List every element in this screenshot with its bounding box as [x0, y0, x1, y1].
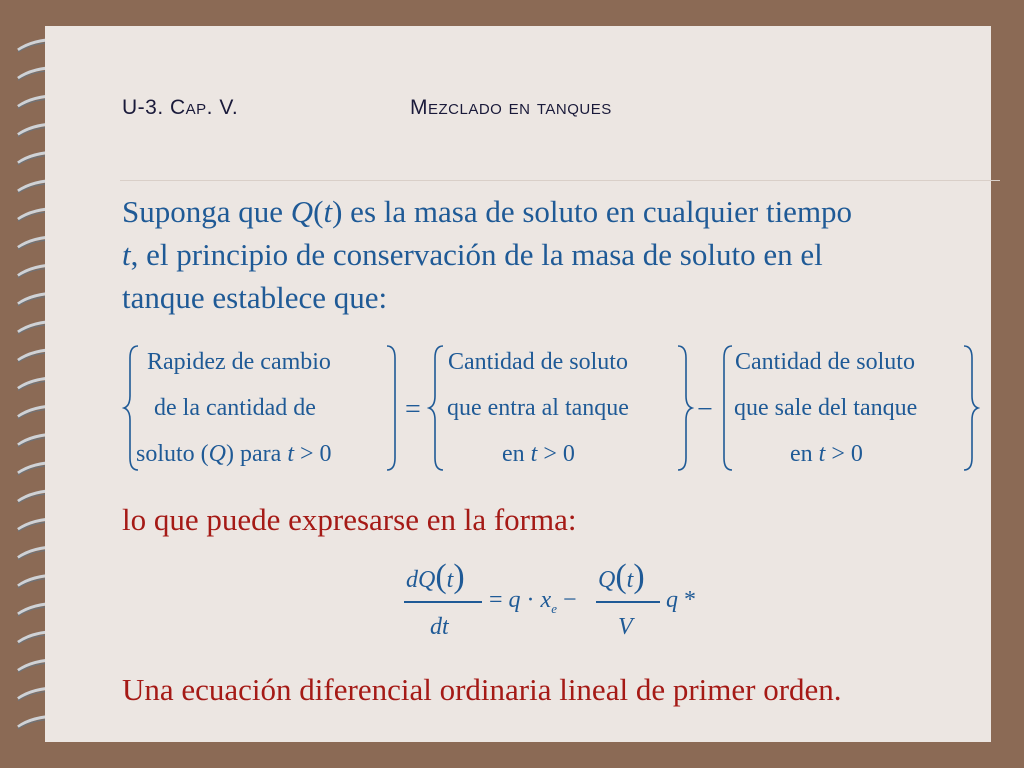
- paren: ): [633, 558, 645, 595]
- header-divider: [120, 180, 1000, 181]
- text: > 0: [537, 441, 575, 467]
- slide-page: [45, 26, 991, 742]
- dot: ·: [520, 587, 541, 613]
- paren: (: [313, 194, 324, 229]
- var-q: q: [666, 587, 678, 613]
- intro-text: Suponga que: [122, 194, 291, 229]
- star: *: [678, 587, 696, 613]
- text: en: [790, 441, 819, 467]
- minus: −: [556, 587, 577, 613]
- intro-line-3: tanque establece que:: [122, 280, 388, 315]
- text: ) para: [226, 441, 288, 467]
- var-t: t: [530, 441, 538, 467]
- sub-e: e: [551, 600, 557, 616]
- numerator-1: [406, 558, 465, 596]
- paren: (: [615, 558, 627, 595]
- fraction-bar-2: [596, 601, 660, 603]
- chapter-label: U-3. Cap. V.: [122, 96, 239, 119]
- text: soluto (: [136, 441, 209, 467]
- dq: dQ: [406, 567, 436, 593]
- equals-sign: =: [405, 394, 421, 425]
- paren: (: [435, 558, 447, 595]
- var-x: x: [540, 587, 552, 613]
- tail-term: [666, 587, 696, 614]
- balance-col2-line1: Cantidad de soluto: [448, 349, 628, 375]
- left-brace-icon: [427, 344, 447, 472]
- balance-col3-line2: que sale del tanque: [734, 395, 918, 421]
- fraction-bar-1: [404, 601, 482, 603]
- numerator-2: [598, 558, 645, 596]
- var-q: q: [508, 587, 521, 613]
- equals: =: [489, 587, 509, 613]
- balance-col2-line3: [502, 441, 575, 468]
- denominator-1: dt: [430, 614, 449, 640]
- paren: ): [453, 558, 465, 595]
- intro-text: , el principio de conservación de la masa de soluto en el: [130, 237, 823, 272]
- balance-col1-line2: de la cantidad de: [154, 395, 316, 421]
- intro-line-2: [122, 233, 823, 276]
- denominator-2: V: [618, 614, 633, 640]
- var-q: Q: [290, 194, 314, 229]
- var-t: t: [446, 567, 454, 593]
- var-q: Q: [208, 441, 227, 467]
- var-t: t: [323, 194, 333, 229]
- slide-title: Mezclado en tanques: [410, 96, 612, 119]
- var-t: t: [818, 441, 826, 467]
- text: > 0: [825, 441, 863, 467]
- balance-col3-line1: Cantidad de soluto: [735, 349, 915, 375]
- minus-sign: −: [697, 394, 713, 425]
- var-q: Q: [598, 567, 616, 593]
- right-brace-icon: [674, 344, 694, 472]
- lead-text: lo que puede expresarse en la forma:: [122, 502, 577, 537]
- text: > 0: [293, 441, 332, 467]
- intro-line-1: [122, 190, 852, 233]
- right-brace-icon: [960, 344, 980, 472]
- var-t: t: [626, 567, 634, 593]
- balance-col3-line3: [790, 441, 863, 468]
- rhs-terms: [489, 587, 577, 617]
- balance-col1-line3: [136, 441, 332, 468]
- text: en: [502, 441, 531, 467]
- balance-col1-line1: Rapidez de cambio: [147, 349, 331, 375]
- left-paren-icon: [716, 344, 736, 472]
- var-t: t: [287, 441, 294, 467]
- balance-col2-line2: que entra al tanque: [447, 395, 629, 421]
- right-paren-icon: [383, 344, 403, 472]
- var-t: t: [122, 237, 131, 272]
- intro-text: ) es la masa de soluto en cualquier tiempo: [332, 194, 853, 229]
- conclusion-text: Una ecuación diferencial ordinaria lineal de primer orden.: [122, 672, 842, 707]
